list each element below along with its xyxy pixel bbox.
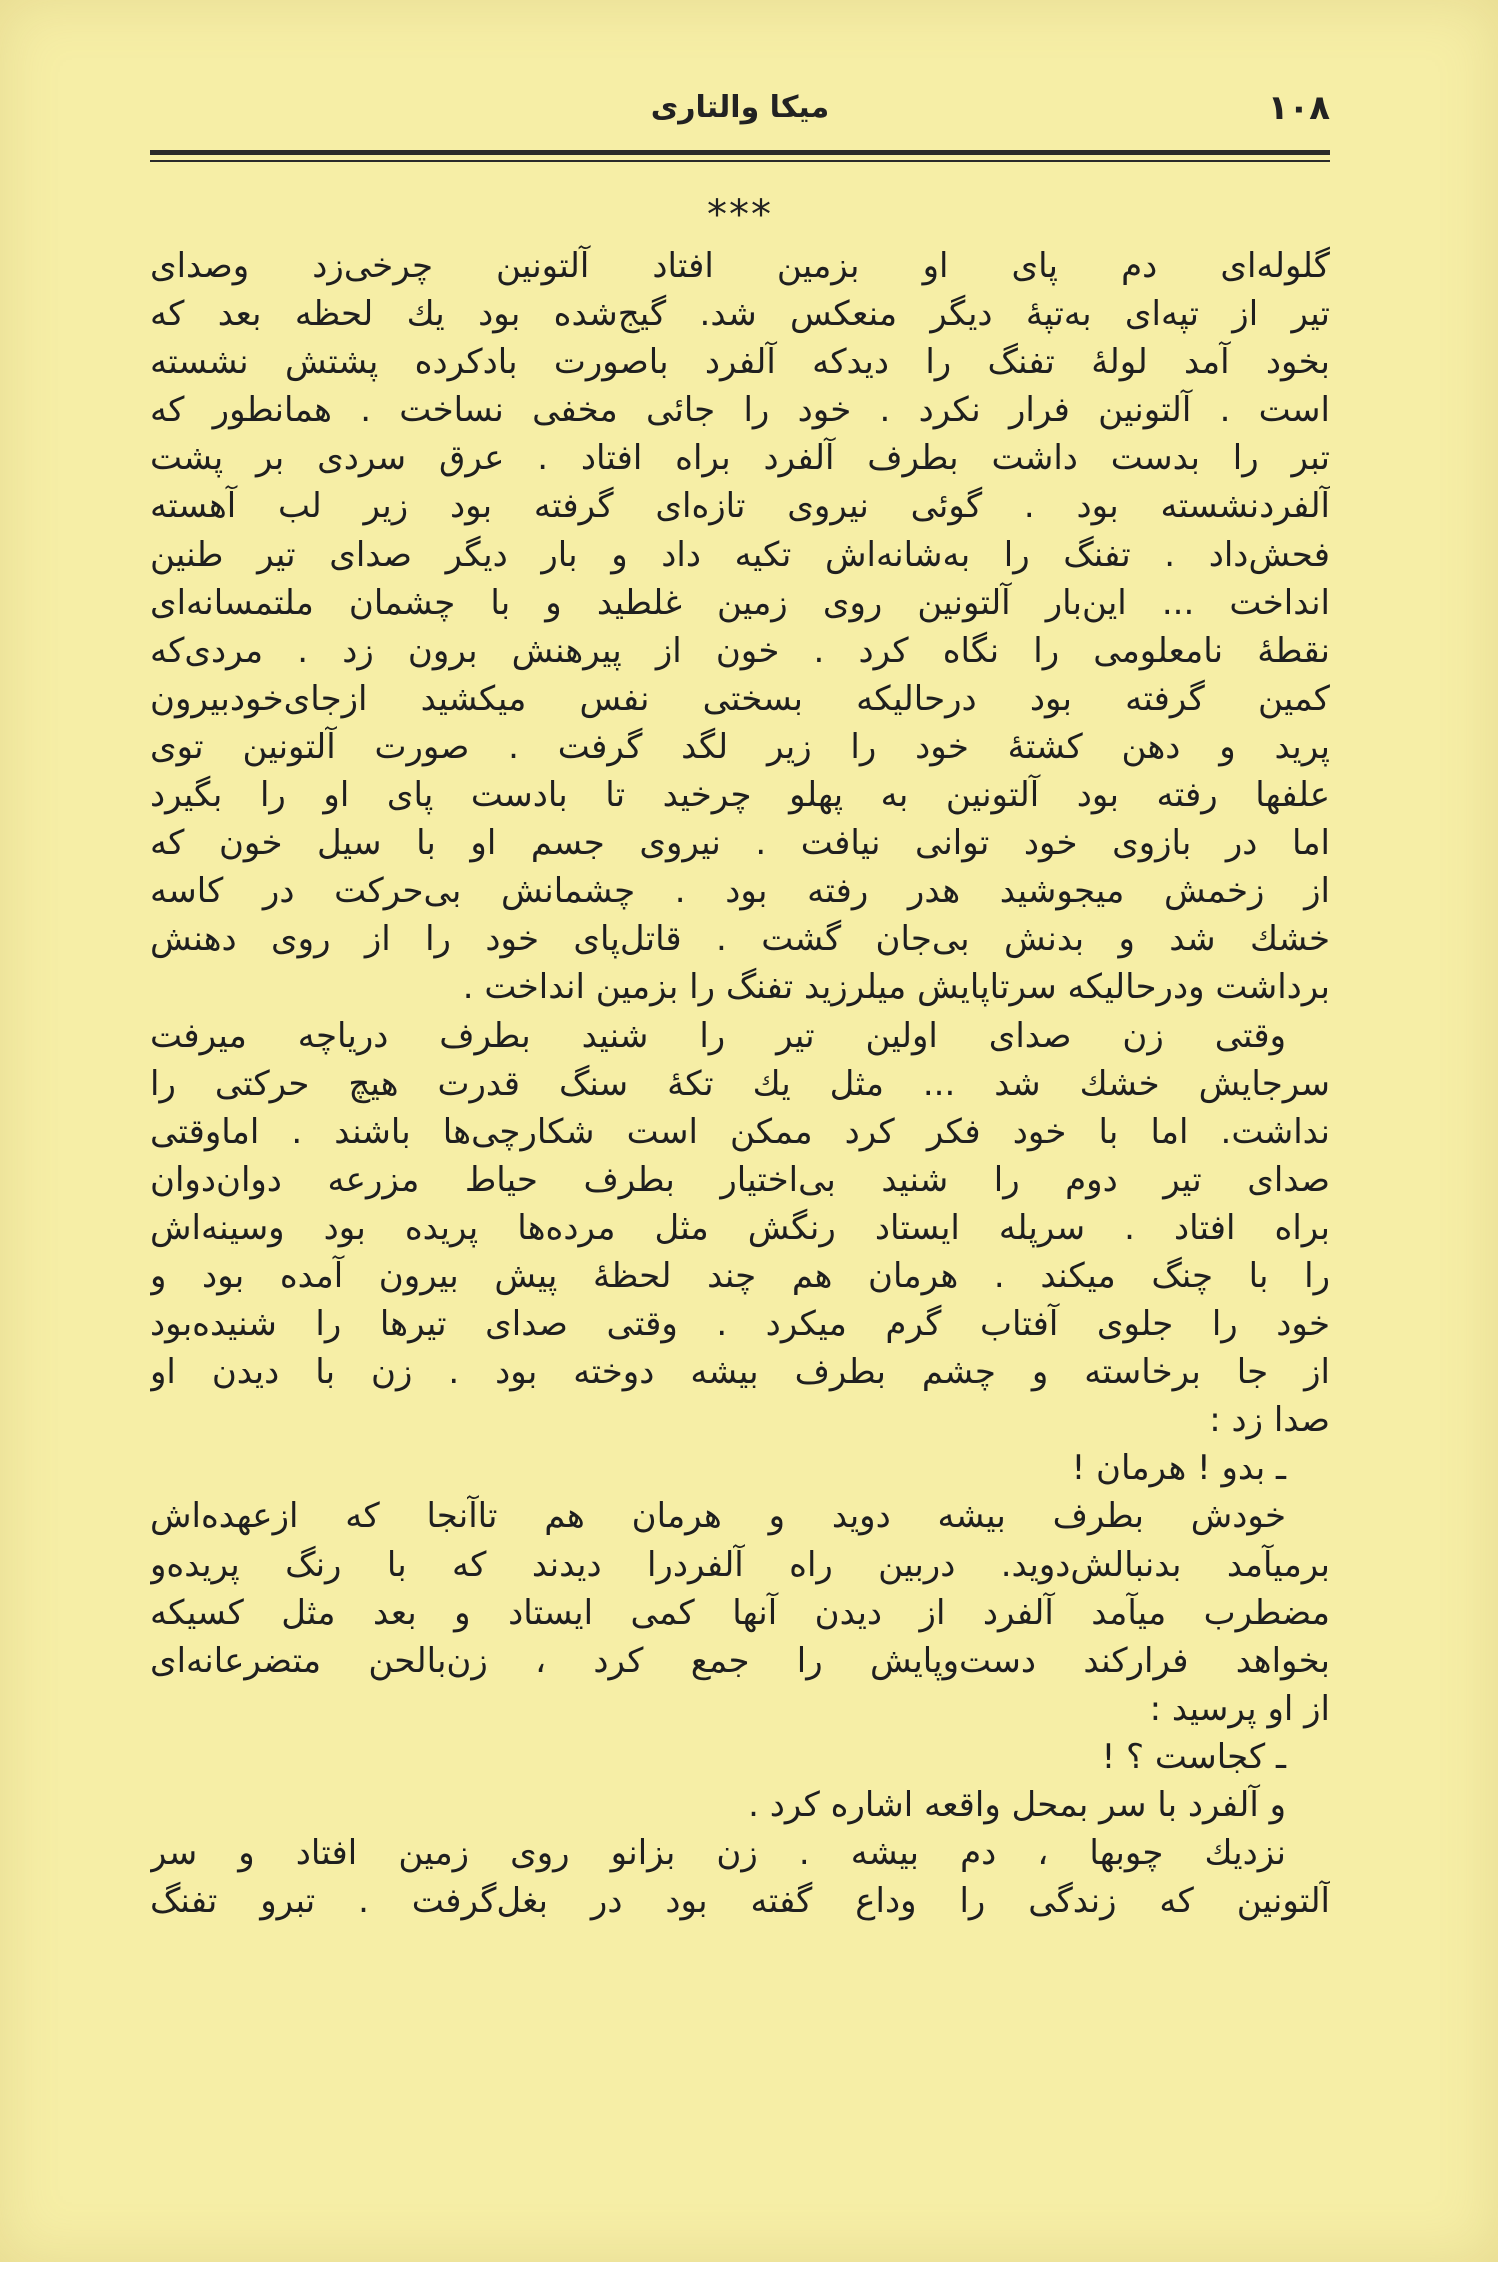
- text-line: خشك شد و بدنش بی‌جان گشت . قاتل‌پای خود را از روی دهنش: [150, 919, 1330, 960]
- text-line: وقتی زن صدای اولین تیر را شنید بطرف درياچه میرفت: [150, 1015, 1286, 1056]
- text-line: خودش بطرف بیشه دوید و هرمان هم تاآنجا که ازعهده‌اش: [150, 1496, 1286, 1537]
- text-line: فحش‌داد . تفنگ را به‌شانه‌اش تکیه داد و بار دیگر صدای تیر طنین: [150, 534, 1330, 575]
- text-line: گلوله‌ای دم پای او بزمین افتاد آلتونین چرخی‌زد وصدای: [150, 246, 1330, 286]
- text-line: برداشت ودرحالیکه سرتاپایش میلرزید تفنگ را بزمین انداخت .: [462, 967, 1330, 1008]
- page-number: ۱۰۸: [1267, 88, 1330, 128]
- text-line: نقطهٔ نامعلومی را نگاه کرد . خون از پیرهنش برون زد . مردی‌که: [150, 630, 1330, 671]
- text-line: اما در بازوی خود توانی نیافت . نیروی جسم او با سیل خون که: [150, 823, 1330, 864]
- header-rule-thin: [150, 160, 1330, 162]
- text-line: پرید و دهن کشتهٔ خود را زیر لگد گرفت . صورت آلتونین توی: [150, 726, 1330, 767]
- text-line: کمین گرفته بود درحالیکه بسختی نفس میکشید ازجای‌خودبیرون: [150, 678, 1330, 719]
- text-line: خود را جلوی آفتاب گرم میکرد . وقتی صدای تیرها را شنیده‌بود: [150, 1304, 1330, 1345]
- text-line: آلفردنشسته بود . گوئی نیروی تازه‌ای گرفته بود زیر لب آهسته: [150, 486, 1330, 527]
- text-line: از او پرسید :: [1149, 1688, 1330, 1729]
- text-line: تیر از تپه‌ای به‌تپهٔ دیگر منعکس شد. گیج‌شده بود یك لحظه بعد که: [150, 294, 1330, 335]
- text-line: تبر را بدست داشت بطرف آلفرد براه افتاد . عرق سردی بر پشت: [150, 438, 1330, 479]
- text-line: بخود آمد لولهٔ تفنگ را دیدکه آلفرد باصورت بادکرده پشتش نشسته: [150, 342, 1330, 383]
- text-line: را با چنگ میکند . هرمان هم چند لحظهٔ پیش بیرون آمده بود و: [150, 1255, 1330, 1296]
- text-line: علفها رفته بود آلتونین به پهلو چرخید تا بادست پای او را بگیرد: [150, 775, 1330, 816]
- text-line: بخواهد فرارکند دست‌وپایش را جمع کرد ، زن‌بالحن متضرعانه‌ای: [150, 1640, 1330, 1681]
- text-line: نداشت. اما با خود فکر کرد ممکن است شکارچی‌ها باشند . اماوقتی: [150, 1111, 1330, 1152]
- running-title: میکا والتاری: [650, 90, 830, 125]
- text-line: است . آلتونین فرار نکرد . خود را جائی مخفی نساخت . همانطور که: [150, 390, 1330, 431]
- body-text: [150, 242, 1330, 1925]
- text-line: از زخمش میجوشید هدر رفته بود . چشمانش بی‌حرکت در کاسه: [150, 871, 1330, 912]
- text-line: مضطرب میآمد آلفرد از دیدن آنها کمی ایستاد و بعد مثل کسیکه: [150, 1592, 1330, 1633]
- text-line: براه افتاد . سرپله ایستاد رنگش مثل مرده‌ها پریده بود وسینه‌اش: [150, 1207, 1330, 1248]
- text-line: از جا برخاسته و چشم بطرف بیشه دوخته بود . زن با دیدن او: [150, 1352, 1330, 1393]
- text-line: صدا زد :: [1209, 1400, 1330, 1441]
- text-line: صدای تیر دوم را شنید بی‌اختیار بطرف حیاط مزرعه دوان‌دوان: [150, 1159, 1330, 1200]
- text-line: سرجایش خشك شد ... مثل یك تکهٔ سنگ قدرت هیچ حرکتی را: [150, 1063, 1330, 1104]
- text-line: برمیآمد بدنبالش‌دوید. دربین راه آلفردرا دیدند که با رنگ پریده‌و: [150, 1544, 1330, 1585]
- header-rule-thick: [150, 150, 1330, 155]
- text-line: ـ کجاست ؟ !: [1101, 1736, 1286, 1777]
- text-line: نزدیك چوبها ، دم بیشه . زن بزانو روی زمین افتاد و سر: [150, 1833, 1286, 1874]
- text-line: آلتونین که زندگی را وداع گفته بود در بغل‌گرفت . تبرو تفنگ: [150, 1881, 1330, 1922]
- text-line: ـ بدو ! هرمان !: [1071, 1448, 1286, 1489]
- text-line: و آلفرد با سر بمحل واقعه اشاره کرد .: [748, 1785, 1286, 1825]
- section-separator: ***: [707, 192, 773, 238]
- page-header: [150, 88, 1330, 144]
- text-line: انداخت ... این‌بار آلتونین روی زمین غلطید و با چشمان ملتمسانه‌ای: [150, 582, 1330, 623]
